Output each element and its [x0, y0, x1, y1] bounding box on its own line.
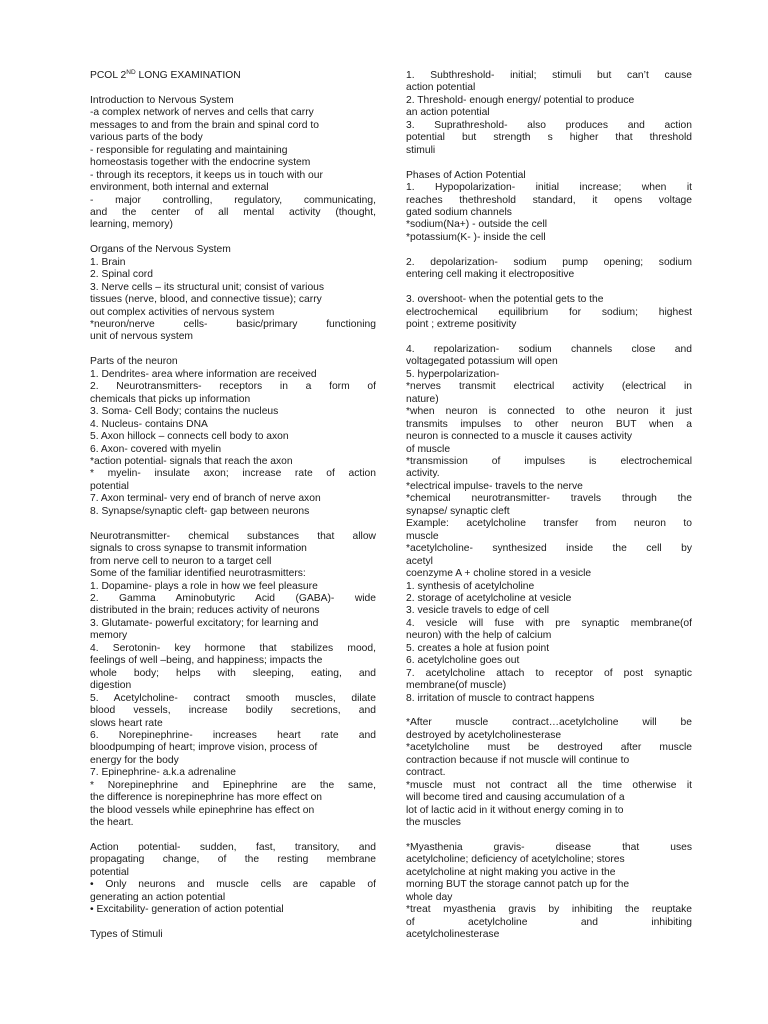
text-line: voltagegated potassium will open	[406, 356, 558, 368]
right-column-body	[406, 70, 692, 942]
text-line: and the center of all mental activity (thought,	[90, 206, 376, 218]
text-line: acetylcholine at night making you active in the	[406, 866, 616, 878]
text-line: Phases of Action Potential	[406, 169, 526, 181]
text-line: muscle	[406, 530, 439, 542]
text-line: *when neuron is connected to othe neuron it just	[406, 406, 692, 418]
text-line: the muscles	[406, 817, 461, 829]
text-line: Some of the familiar identified neurotrasmitters:	[90, 568, 306, 580]
text-line: generating an action potential	[90, 891, 226, 903]
text-line: 3. Glutamate- powerful excitatory; for learning and	[90, 617, 319, 629]
text-line: * Norepinephrine and Epinephrine are the same,	[90, 779, 376, 791]
text-line: 2. Gamma Aminobutyric Acid (GABA)- wide	[90, 592, 376, 604]
text-line: distributed in the brain; reduces activity of neurons	[90, 605, 320, 617]
paragraph	[90, 244, 376, 344]
text-line: 1. Subthreshold- initial; stimuli but can’t cause	[406, 70, 692, 81]
text-line: messages to and from the brain and spinal cord to	[90, 119, 319, 131]
text-line: lot of lactic acid in it without energy coming in to	[406, 804, 624, 816]
text-line: 2. Spinal cord	[90, 269, 153, 281]
text-line: 2. Neurotransmitters- receptors in a form of	[90, 381, 376, 393]
text-line: entering cell making it electropositive	[406, 269, 575, 281]
text-line: acetyl	[406, 555, 433, 567]
text-line: Types of Stimuli	[90, 929, 163, 941]
text-line: propagating change, of the resting membrane	[90, 854, 376, 866]
text-line: Example: acetylcholine transfer from neuron to	[406, 518, 692, 530]
text-line: slows heart rate	[90, 717, 163, 729]
text-line: *muscle must not contract all the time otherwise it	[406, 779, 692, 791]
text-line: *transmission of impulses is electrochemical	[406, 455, 692, 467]
text-line: 3. vesicle travels to edge of cell	[406, 605, 550, 617]
text-line: 4. Nucleus- contains DNA	[90, 418, 208, 430]
text-line: 2. storage of acetylcholine at vesicle	[406, 592, 572, 604]
text-line: *sodium(Na+) - outside the cell	[406, 219, 548, 231]
text-line: destroyed by acetylcholinesterase	[406, 729, 562, 741]
text-line: 4. vesicle will fuse with pre synaptic membrane(of	[406, 617, 692, 629]
text-line: *potassium(K- )- inside the cell	[406, 231, 546, 243]
text-line: Action potential- sudden, fast, transitory, and	[90, 842, 376, 854]
text-line: bloodpumping of heart; improve vision, process of	[90, 742, 318, 754]
text-line: *After muscle contract…acetylcholine will be	[406, 717, 692, 729]
text-line: the blood vessels while epinephrine has effect on	[90, 804, 315, 816]
text-line: 1. Hypopolarization- initial increase; when it	[406, 182, 692, 194]
text-line: 3. Soma- Cell Body; contains the nucleus	[90, 406, 279, 418]
left-column	[90, 70, 376, 954]
paragraph	[90, 95, 376, 232]
text-line: from nerve cell to neuron to a target cell	[90, 555, 272, 567]
text-line: 5. Axon hillock – connects cell body to axon	[90, 431, 289, 443]
text-line: 4. repolarization- sodium channels close and	[406, 343, 692, 355]
text-line: * myelin- insulate axon; increase rate of action	[90, 468, 376, 480]
text-line: out complex activities of nervous system	[90, 306, 275, 318]
paragraph	[406, 70, 692, 157]
text-line: 8. irritation of muscle to contract happens	[406, 692, 595, 704]
title-main: PCOL 2	[90, 70, 127, 81]
text-line: 7. Axon terminal- very end of branch of nerve axon	[90, 493, 321, 505]
text-line: of muscle	[406, 443, 451, 455]
text-line: • Only neurons and muscle cells are capable of	[90, 879, 376, 891]
document-title	[90, 70, 376, 82]
text-line: - responsible for regulating and maintaining	[90, 144, 288, 156]
text-line: Parts of the neuron	[90, 356, 178, 368]
text-line: 8. Synapse/synaptic cleft- gap between neurons	[90, 505, 310, 517]
text-line: stimuli	[406, 144, 436, 156]
text-line: - major controlling, regulatory, communicating,	[90, 194, 376, 206]
text-line: 2. Threshold- enough energy/ potential to produce	[406, 94, 635, 106]
text-line: blood vessels, increase bodily secretions, and	[90, 705, 376, 717]
text-line: 4. Serotonin- key hormone that stabilizes mood,	[90, 642, 376, 654]
text-line: energy for the body	[90, 754, 179, 766]
text-line: neuron) with the help of calcium	[406, 630, 552, 642]
text-line: *nerves transmit electrical activity (electrical in	[406, 381, 692, 393]
text-line: homeostasis together with the endocrine system	[90, 157, 311, 169]
text-line: electrochemical equilibrium for sodium; highest	[406, 306, 692, 318]
text-line: -a complex network of nerves and cells that carry	[90, 107, 314, 119]
paragraph	[90, 356, 376, 518]
text-line: 5. creates a hole at fusion point	[406, 642, 550, 654]
text-line: digestion	[90, 680, 132, 692]
text-line: Organs of the Nervous System	[90, 244, 231, 256]
text-line: *electrical impulse- travels to the nerve	[406, 480, 583, 492]
text-line: coenzyme A + choline stored in a vesicle	[406, 568, 592, 580]
title-rest: LONG EXAMINATION	[135, 70, 241, 81]
text-line: 3. Suprathreshold- also produces and action	[406, 119, 692, 131]
text-line: contraction because if not muscle will continue to	[406, 754, 630, 766]
text-line: chemicals that picks up information	[90, 393, 251, 405]
text-line: reaches thethreshold standard, it opens voltage	[406, 194, 692, 206]
text-line: of acetylcholine and inhibiting	[406, 916, 692, 928]
text-line: 2. depolarization- sodium pump opening; sodium	[406, 256, 692, 268]
text-line: whole day	[406, 891, 453, 903]
text-line: transmits impulses to other neuron BUT when a	[406, 418, 692, 430]
text-line: will become tired and causing accumulation of a	[406, 792, 625, 804]
text-line: morning BUT the storage cannot patch up for the	[406, 879, 630, 891]
text-line: memory	[90, 630, 128, 642]
text-line: 6. Axon- covered with myelin	[90, 443, 222, 455]
text-line: 3. Nerve cells – its structural unit; consist of various	[90, 281, 325, 293]
text-line: *chemical neurotransmitter- travels through the	[406, 493, 692, 505]
text-line: learning, memory)	[90, 219, 173, 231]
text-line: *treat myasthenia gravis by inhibiting the reuptake	[406, 904, 692, 916]
text-line: *neuron/nerve cells- basic/primary functioning	[90, 319, 376, 331]
text-line: signals to cross synapse to transmit information	[90, 543, 307, 555]
text-line: 5. hyperpolarization-	[406, 368, 500, 380]
text-line: unit of nervous system	[90, 331, 194, 343]
text-line: potential	[90, 480, 129, 492]
text-line: synapse/ synaptic cleft	[406, 505, 510, 517]
right-column	[406, 70, 692, 954]
text-line: the difference is norepinephrine has more effect on	[90, 792, 323, 804]
text-line: *acetylcholine- synthesized inside the cell by	[406, 543, 692, 555]
text-line: membrane(of muscle)	[406, 680, 507, 692]
text-line: acetylcholinesterase	[406, 929, 500, 941]
text-line: 1. Dopamine- plays a role in how we feel pleasure	[90, 580, 318, 592]
paragraph	[90, 531, 376, 830]
text-line: contract.	[406, 767, 446, 779]
paragraph	[406, 257, 692, 282]
text-line: 1. Dendrites- area where information are received	[90, 368, 317, 380]
text-line: environment, both internal and external	[90, 182, 269, 194]
text-line: *action potential- signals that reach the axon	[90, 456, 293, 467]
text-line: feelings of well –being, and happiness; impacts the	[90, 655, 323, 667]
text-line: point ; extreme positivity	[406, 319, 517, 331]
text-line: the heart.	[90, 817, 134, 829]
text-line: 5. Acetylcholine- contract smooth muscles, dilate	[90, 692, 376, 704]
text-line: - through its receptors, it keeps us in touch with our	[90, 169, 323, 181]
paragraph	[90, 929, 376, 941]
paragraph	[406, 842, 692, 942]
title-superscript: ND	[126, 69, 136, 76]
text-line: 1. synthesis of acetylcholine	[406, 580, 535, 592]
text-line: 7. Epinephrine- a.k.a adrenaline	[90, 767, 236, 779]
paragraph	[406, 344, 692, 705]
text-line: neuron is connected to a muscle it causes activity	[406, 431, 633, 443]
text-line: activity.	[406, 468, 440, 480]
text-line: an action potential	[406, 107, 490, 119]
text-line: 7. acetylcholine attach to receptor of post synaptic	[406, 667, 692, 679]
text-line: 6. acetylcholine goes out	[406, 655, 520, 667]
text-line: Neurotransmitter- chemical substances that allow	[90, 530, 376, 542]
text-line: tissues (nerve, blood, and connective tissue); carry	[90, 294, 322, 306]
text-line: action potential	[406, 82, 476, 94]
left-column-body	[90, 95, 376, 942]
text-line: various parts of the body	[90, 132, 203, 144]
text-line: potential	[90, 866, 129, 878]
text-line: whole body; helps with sleeping, eating, and	[90, 667, 376, 679]
text-line: 6. Norepinephrine- increases heart rate and	[90, 729, 376, 741]
paragraph	[406, 294, 692, 331]
paragraph	[406, 717, 692, 829]
paragraph	[90, 842, 376, 917]
text-line: Introduction to Nervous System	[90, 94, 234, 106]
text-line: *Myasthenia gravis- disease that uses	[406, 842, 692, 853]
paragraph	[406, 170, 692, 245]
text-line: • Excitability- generation of action potential	[90, 904, 284, 916]
text-line: gated sodium channels	[406, 206, 512, 218]
text-line: potential but strength s higher that threshold	[406, 132, 692, 144]
text-line: 1. Brain	[90, 256, 126, 268]
text-line: nature)	[406, 393, 439, 405]
text-line: 3. overshoot- when the potential gets to the	[406, 294, 604, 306]
text-line: acetylcholine; deficiency of acetylcholine; stores	[406, 854, 625, 866]
text-line: *acetylcholine must be destroyed after muscle	[406, 742, 692, 754]
